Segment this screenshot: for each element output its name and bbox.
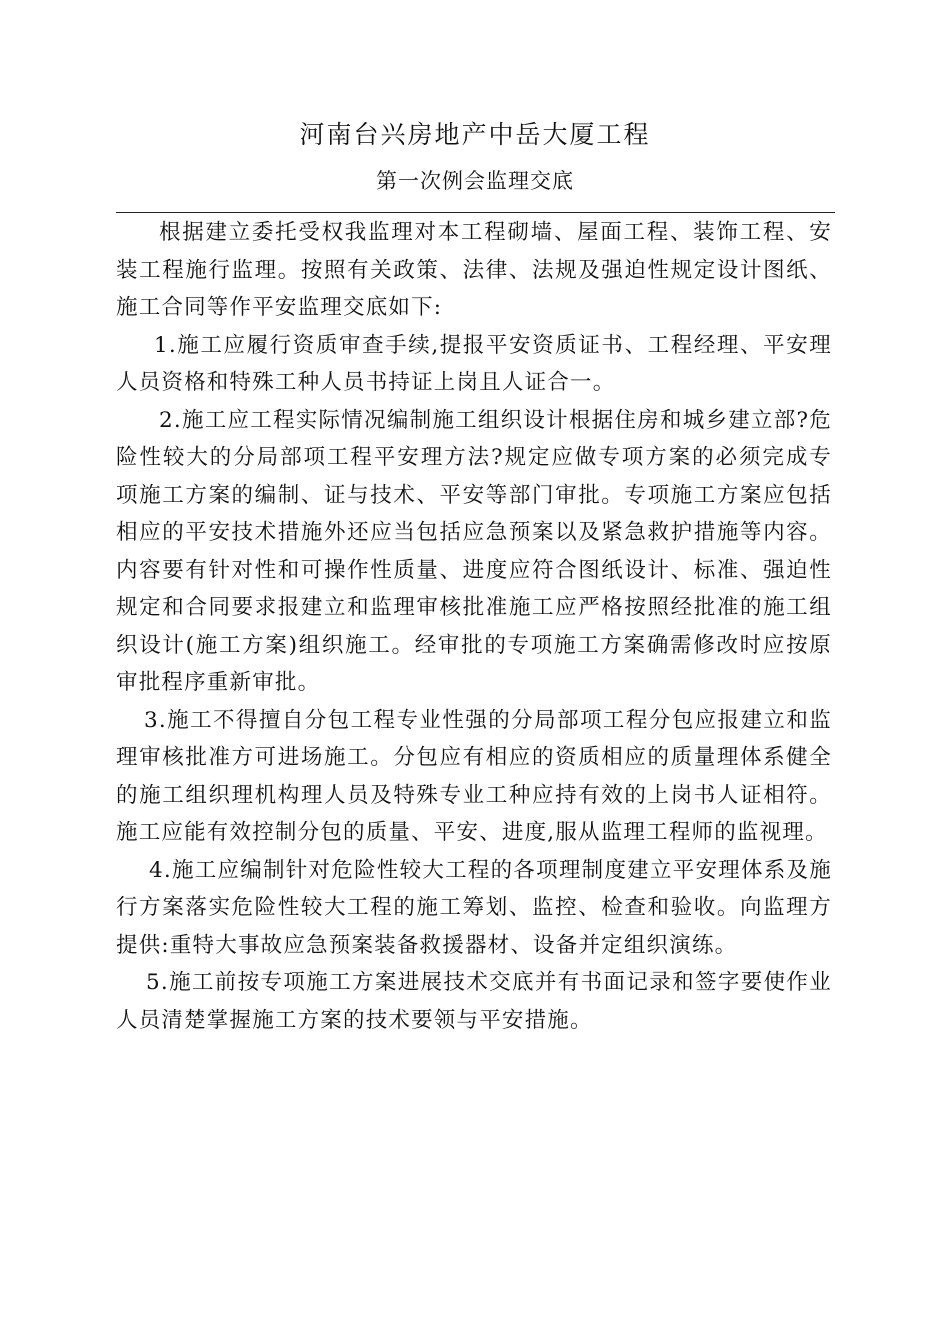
list-item-4: 4.施工应编制针对危险性较大工程的各项理制度建立平安理体系及施行方案落实危险性较大工程的施工筹划、监控、检查和验收。向监理方提供:重特大事故应急预案装备救援器材、设备并定组织演练。 [116, 857, 832, 958]
title-divider [116, 212, 835, 213]
document-body [116, 214, 832, 1039]
list-item-2: 2.施工应工程实际情况编制施工组织设计根据住房和城乡建立部?危险性较大的分局部项工程平安理方法?规定应做专项方案的必须完成专项施工方案的编制、证与技术、平安等部门审批。专项施工方案应包括相应的平安技术措施外还应当包括应急预案以及紧急救护措施等内容。内容要有针对性和可操作性质量、进度应符合图纸设计、标准、强迫性规定和合同要求报建立和监理审核批准施工应严格按照经批准的施工组织设计(施工方案)组织施工。经审批的专项施工方案确需修改时应按原审批程序重新审批。 [116, 407, 832, 695]
list-item-5: 5.施工前按专项施工方案进展技术交底并有书面记录和签字要使作业人员清楚掌握施工方案的技术要领与平安措施。 [116, 970, 832, 1033]
intro-paragraph: 根据建立委托受权我监理对本工程砌墙、屋面工程、装饰工程、安装工程施行监理。按照有关政策、法律、法规及强迫性规定设计图纸、施工合同等作平安监理交底如下: [116, 220, 832, 320]
list-item-1: 1.施工应履行资质审查手续,提报平安资质证书、工程经理、平安理人员资格和特殊工种人员书持证上岗且人证合一。 [116, 332, 832, 395]
document-subtitle: 第一次例会监理交底 [376, 169, 574, 193]
list-item-3: 3.施工不得擅自分包工程专业性强的分局部项工程分包应报建立和监理审核批准方可进场施工。分包应有相应的资质相应的质量理体系健全的施工组织理机构理人员及特殊专业工种应持有效的上岗书人证相符。施工应能有效控制分包的质量、平安、进度,服从监理工程师的监视理。 [116, 707, 832, 845]
document-title: 河南台兴房地产中岳大厦工程 [299, 120, 651, 149]
